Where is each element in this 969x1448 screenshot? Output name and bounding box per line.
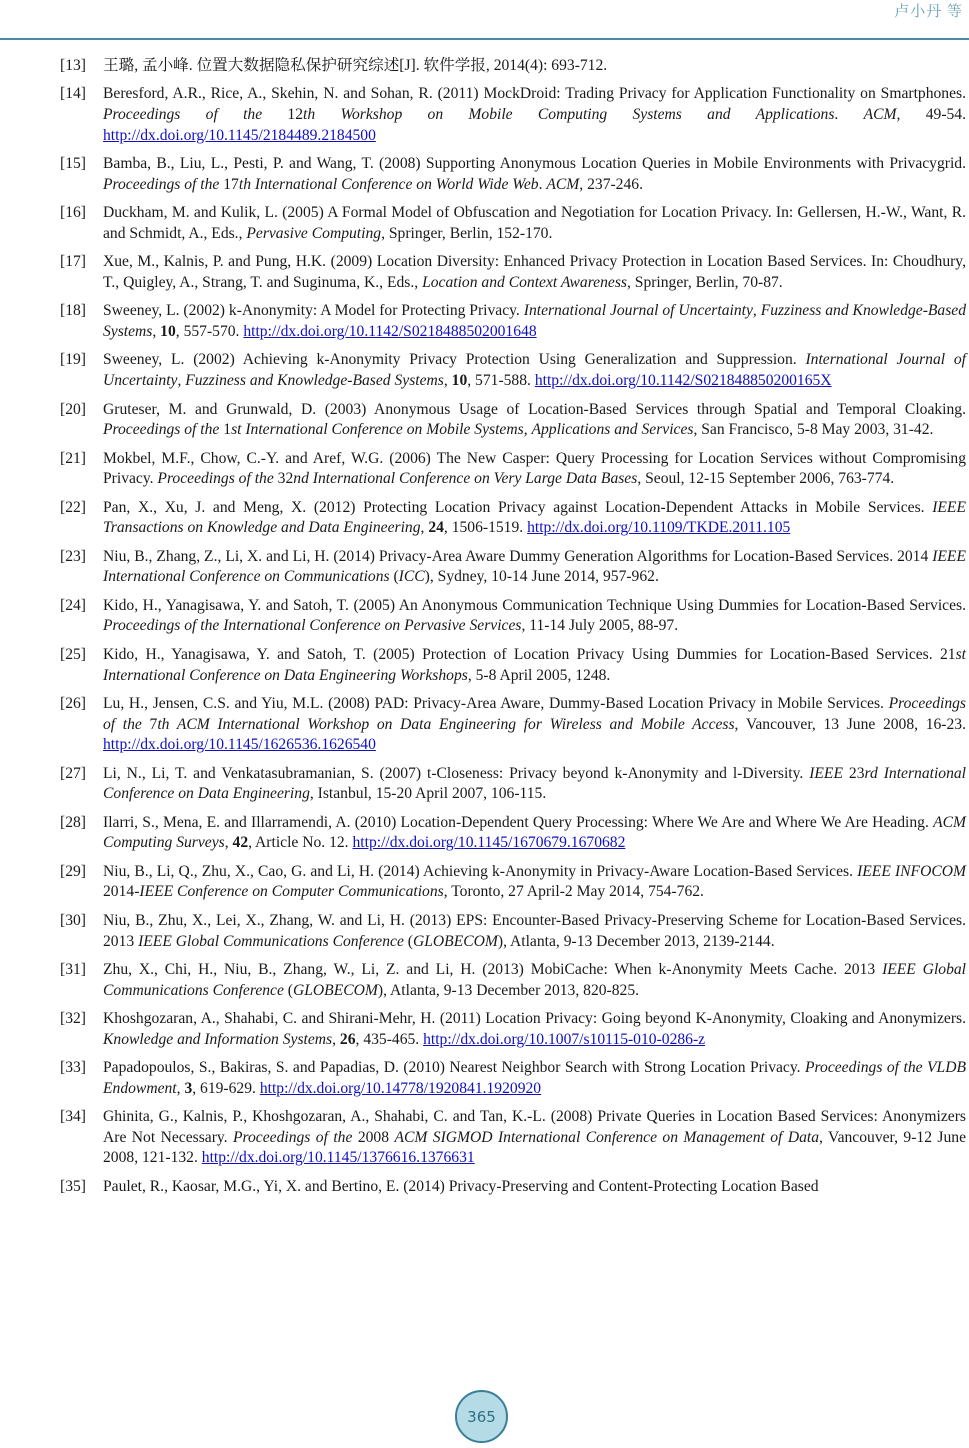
doi-link[interactable]: http://dx.doi.org/10.1145/2184489.2184500 [103,126,376,144]
reference-italic-text: IEEE Global Communications Conference [138,932,404,950]
reference-text: Niu, B., Zhang, Z., Li, X. and Li, H. (2014) Privacy-Area Aware Dummy Generation Algorithms for Location-Based Services. 2014 [103,547,933,565]
reference-text: , 435-465. [355,1030,424,1048]
reference-item [60,1177,966,1198]
reference-text: , Vancouver, 13 June 2008, 16-23. [734,715,966,733]
reference-number: [19] [60,351,86,369]
reference-number: [30] [60,911,86,929]
reference-italic-text: Proceedings of the VLDB Endowment [103,1059,967,1097]
reference-text: 7 [141,715,158,733]
reference-text: , San Francisco, 5-8 May 2003, 31-42. [693,421,934,439]
reference-text: , [420,519,429,537]
reference-number: [33] [60,1059,86,1077]
reference-text: , [443,372,452,390]
reference-number: [20] [60,400,86,418]
reference-item [60,498,966,539]
reference-text: , [332,1030,340,1048]
reference-item [60,1009,966,1050]
reference-text: , [523,421,532,439]
reference-item [60,301,966,342]
reference-italic-text: th International Conference on World Wide Web [238,175,539,193]
reference-text: Duckham, M. and Kulik, L. (2005) A Formal Model of Obfuscation and Negotiation for Location Privacy. In: Gellersen, H.-W., Want, R. and Schmidt, A., Eds., [103,204,966,242]
reference-number: [16] [60,204,86,222]
reference-italic-text: Proceedings of the [103,106,263,124]
reference-italic-text: ACM Computing Surveys [103,813,966,852]
reference-text: Zhu, X., Chi, H., Niu, B., Zhang, W., Li, Z. and Li, H. (2013) MobiCache: When k-Anonymity Meets Cache. 2013 [103,961,883,978]
reference-text: Xue, M., Kalnis, P. and Pung, H.K. (2009) Location Diversity: Enhanced Privacy Protection in Location Based Services. In: Choudhury, T., Quigley, A., Strang, T. and Suginuma, K., Eds., [103,253,966,291]
reference-text: , [152,322,161,340]
reference-text: Mokbel, M.F., Chow, C.-Y. and Aref, W.G. (2006) The New Casper: Query Processing for Location Services without Compromising Privacy. [103,449,966,488]
reference-italic-text: Proceedings of the [103,421,220,439]
reference-text: Niu, B., Li, Q., Zhu, X., Cao, G. and Li, H. (2014) Achieving k-Anonymity in Privacy-Aware Location-Based Services. [103,862,858,880]
reference-text: Niu, B., Zhu, X., Lei, X., Zhang, W. and Li, H. (2013) EPS: Encounter-Based Privacy-Preserving Scheme for Location-Based Services. 2013 [103,911,966,950]
reference-volume: 26 [339,1030,356,1048]
reference-text: Sweeney, L. (2002) Achieving k-Anonymity Privacy Protection Using Generalization and Suppression. [103,351,806,369]
reference-list [60,56,966,1205]
reference-text: , Vancouver, 9-12 June 2008, 121-132. [103,1128,967,1167]
reference-italic-text: nd International Conference on Very Large Data Bases [293,470,638,488]
reference-item [60,1058,966,1099]
reference-text: 王璐, 孟小峰. 位置大数据隐私保护研究综述[J]. 软件学报, 2014(4): 693-712. [103,57,608,74]
reference-text: Paulet, R., Kaosar, M.G., Yi, X. and Bertino, E. (2014) Privacy-Preserving and Content-Protecting Location Based [103,1177,819,1195]
reference-number: [14] [60,85,86,103]
reference-item [60,547,966,588]
reference-text: , [752,302,761,320]
doi-link[interactable]: http://dx.doi.org/10.1145/1670679.1670682 [352,834,626,852]
reference-italic-text: Knowledge and Information Systems [103,1030,333,1048]
reference-text: ), Atlanta, 9-13 December 2013, 820-825. [377,981,640,999]
reference-italic-text: th ACM International Workshop on Data Engineering for Wireless and Mobile Access [157,715,735,733]
reference-number: [25] [60,645,86,663]
reference-text: , 619-629. [192,1079,260,1097]
reference-text: Khoshgozaran, A., Shahabi, C. and Shirani-Mehr, H. (2011) Location Privacy: Going beyond K-Anonymity, Cloaking and Anonymizers. [103,1010,966,1028]
reference-text: Li, N., Li, T. and Venkatasubramanian, S. (2007) t-Closeness: Privacy beyond k-Anonymity and l-Diversity. [103,764,810,782]
reference-text: Papadopoulos, S., Bakiras, S. and Papadias, D. (2010) Nearest Neighbor Search with Strong Location Privacy. [103,1059,806,1077]
reference-number: [34] [60,1108,86,1126]
reference-number: [18] [60,302,86,320]
page-number: 365 [467,1407,496,1426]
reference-text: Kido, H., Yanagisawa, Y. and Satoh, T. (2005) An Anonymous Communication Technique Using Dummies for Location-Based Services. [103,596,966,614]
reference-text: Ilarri, S., Mena, E. and Illarramendi, A. (2010) Location-Dependent Query Processing: Where We Are and Where We Are Heading. [103,813,934,831]
reference-text: , Article No. 12. [248,834,353,852]
reference-text: ), Atlanta, 9-13 December 2013, 2139-2144. [497,932,775,950]
reference-item [60,911,966,952]
reference-number: [21] [60,449,86,467]
doi-link[interactable]: http://dx.doi.org/10.1145/1626536.1626540 [103,736,376,754]
reference-italic-text: ICC [398,568,425,586]
doi-link[interactable]: http://dx.doi.org/10.1109/TKDE.2011.105 [527,519,791,537]
reference-italic-text: rd International Conference on Data Engineering [103,764,967,803]
reference-italic-text: Fuzziness and Knowledge-Based Systems [185,372,444,390]
reference-italic-text: Proceedings of the International Conference on Pervasive Services [103,617,522,635]
doi-link[interactable]: http://dx.doi.org/10.1142/S0218488502001648 [243,322,537,340]
reference-text: 23 [843,764,865,782]
reference-item [60,203,966,244]
reference-text: Beresford, A.R., Rice, A., Skehin, N. and Sohan, R. (2011) MockDroid: Trading Privacy for Application Functionality on Smartphones. [103,85,966,103]
reference-item [60,862,966,903]
reference-text: Kido, H., Yanagisawa, Y. and Satoh, T. (2005) Protection of Location Privacy Using Dummies for Location-Based Services. 21 [103,645,956,663]
reference-volume: 42 [232,834,249,852]
reference-text: 2014- [103,883,140,901]
doi-link[interactable]: http://dx.doi.org/10.1145/1376616.1376631 [201,1149,475,1167]
reference-italic-text: GLOBECOM [412,932,498,950]
reference-item [60,154,966,195]
reference-text: , [176,1079,185,1097]
reference-number: [24] [60,596,86,614]
reference-italic-text: Fuzziness and Knowledge-Based Systems [103,302,967,340]
reference-text: Lu, H., Jensen, C.S. and Yiu, M.L. (2008) PAD: Privacy-Area Aware, Dummy-Based Location Privacy in Mobile Services. [103,695,889,713]
reference-volume: 3 [184,1079,193,1097]
reference-number: [32] [60,1010,86,1028]
reference-item [60,400,966,441]
reference-number: [15] [60,155,86,173]
reference-italic-text: GLOBECOM [292,981,378,999]
reference-text: ), Sydney, 10-14 June 2014, 957-962. [424,568,659,586]
reference-text: ( [389,568,399,586]
reference-text: . [538,175,547,193]
header-divider [0,38,969,40]
reference-item [60,596,966,637]
reference-text: , [177,372,186,390]
reference-item [60,350,966,391]
page-number-badge [455,1390,508,1443]
reference-italic-text: IEEE INFOCOM [857,862,966,880]
reference-text: 32 [273,470,294,488]
reference-item [60,960,966,1001]
reference-italic-text: Proceedings of the [103,695,966,733]
reference-text: , 1506-1519. [443,519,528,537]
reference-text: 17 [219,175,239,193]
reference-italic-text: International Journal of Uncertainty [103,351,966,390]
reference-italic-text: ACM [863,106,897,124]
reference-text: , 49-54. [896,106,967,124]
reference-text: , Springer, Berlin, 70-87. [626,273,783,291]
reference-item [60,645,966,686]
reference-number: [29] [60,862,86,880]
reference-number: [13] [60,57,86,74]
reference-text: , 5-8 April 2005, 1248. [467,666,611,684]
reference-italic-text: IEEE International Conference on Communications [103,547,966,586]
reference-text: , 11-14 July 2005, 88-97. [521,617,679,635]
reference-italic-text: Proceedings of the [103,175,220,193]
reference-text: , Istanbul, 15-20 April 2007, 106-115. [309,785,547,803]
reference-number: [28] [60,813,86,831]
reference-text: Bamba, B., Liu, L., Pesti, P. and Wang, T. (2008) Supporting Anonymous Location Queries in Mobile Environments with Privacygrid. [103,155,966,173]
reference-item [60,694,966,756]
reference-number: [17] [60,253,86,271]
reference-volume: 10 [451,372,468,390]
reference-italic-text: IEEE Transactions on Knowledge and Data Engineering [103,498,966,537]
reference-text: 1 [219,421,232,439]
doi-link[interactable]: http://dx.doi.org/10.1007/s10115-010-0286-z [423,1030,706,1048]
reference-volume: 10 [160,322,176,340]
doi-link[interactable]: http://dx.doi.org/10.1142/S021848850200165X [534,372,832,390]
reference-item [60,1107,966,1169]
reference-text: Ghinita, G., Kalnis, P., Khoshgozaran, A., Shahabi, C. and Tan, K.-L. (2008) Private Queries in Location Based Services: Anonymizers Are Not Necessary. [103,1108,966,1146]
reference-italic-text: th Workshop on Mobile Computing Systems and Applications [303,106,835,124]
doi-link[interactable]: http://dx.doi.org/10.14778/1920841.1920920 [259,1079,542,1097]
reference-item [60,813,966,854]
reference-italic-text: IEEE [809,764,843,782]
reference-item [60,252,966,293]
reference-item [60,449,966,490]
reference-number: [22] [60,498,86,516]
reference-number: [26] [60,695,86,713]
running-header-author: 卢小丹 等 [894,4,963,20]
reference-text: , 571-588. [467,372,535,390]
reference-italic-text: Proceedings of the [157,470,274,488]
reference-text: , Springer, Berlin, 152-170. [381,224,553,242]
reference-item [60,764,966,805]
reference-italic-text: International Journal of Uncertainty [523,302,753,320]
reference-italic-text: ACM SIGMOD International Conference on Management of Data [394,1128,820,1146]
reference-item [60,84,966,146]
reference-italic-text: st International Conference on Mobile Systems [231,421,524,439]
reference-number: [27] [60,764,86,782]
reference-text: , 237-246. [579,175,643,193]
reference-italic-text: Location and Context Awareness [422,273,627,291]
reference-text: Sweeney, L. (2002) k-Anonymity: A Model for Protecting Privacy. [103,302,524,320]
reference-text: , Toronto, 27 April-2 May 2014, 754-762. [443,883,704,901]
reference-italic-text: ACM [546,175,580,193]
reference-italic-text: Applications and Services [531,421,694,439]
reference-text: ( [403,932,413,950]
reference-text: ( [283,981,293,999]
reference-text: , 557-570. [175,322,244,340]
reference-text: , Seoul, 12-15 September 2006, 763-774. [637,470,895,488]
reference-number: [23] [60,547,86,565]
reference-text: 2008 [352,1128,395,1146]
reference-item [60,56,966,77]
reference-italic-text: st International Conference on Data Engineering Workshops [103,645,966,684]
reference-text: , [224,834,233,852]
reference-italic-text: IEEE Global Communications Conference [103,961,967,999]
reference-text: Gruteser, M. and Grunwald, D. (2003) Anonymous Usage of Location-Based Services through Spatial and Temporal Cloaking. [103,400,966,418]
reference-text: 12 [262,106,304,124]
reference-italic-text: Pervasive Computing [246,224,382,242]
reference-italic-text: Proceedings of the [233,1128,353,1146]
reference-italic-text: IEEE Conference on Computer Communications [139,883,444,901]
reference-text: . [834,106,864,124]
reference-number: [31] [60,961,86,978]
reference-text: Pan, X., Xu, J. and Meng, X. (2012) Protecting Location Privacy against Location-Dependent Attacks in Mobile Services. [103,498,933,516]
reference-number: [35] [60,1177,86,1195]
reference-volume: 24 [428,519,444,537]
